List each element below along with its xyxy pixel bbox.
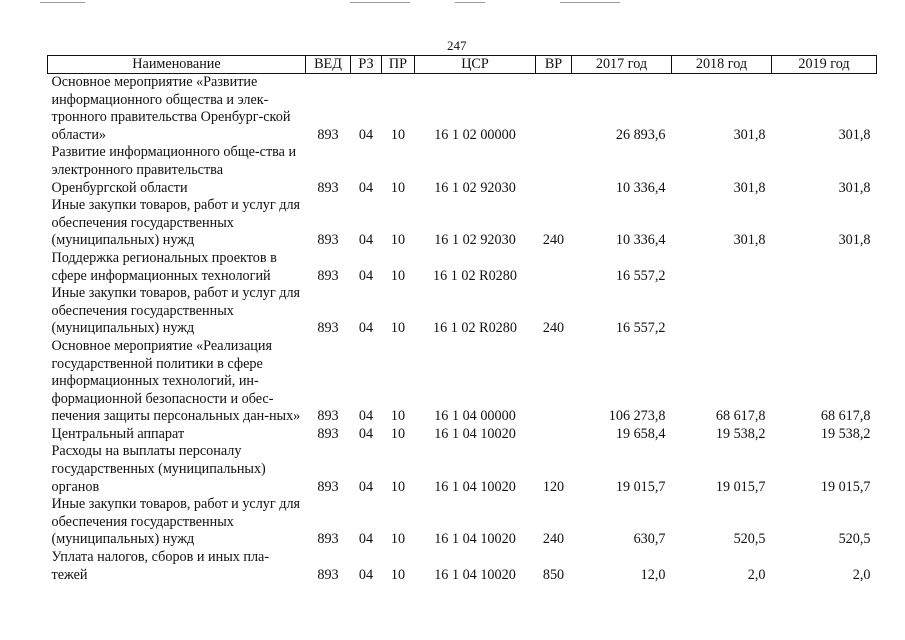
row-2019: 19 538,2 [820, 425, 871, 442]
row-2017: 12,0 [640, 566, 666, 583]
row-2019: 301,8 [838, 179, 871, 196]
row-vr [536, 250, 572, 285]
row-csr: 16 1 02 92030 [434, 179, 516, 196]
table-row [48, 285, 877, 338]
row-2019 [772, 285, 877, 338]
row-pr: 10 [390, 531, 406, 548]
row-2019: 301,8 [838, 232, 871, 249]
row-name: Уплата налогов, сборов и иных пла-тежей [51, 549, 270, 583]
row-vr [536, 144, 572, 197]
header-rz: РЗ [351, 56, 382, 74]
header-ved: ВЕД [306, 56, 351, 74]
row-csr: 16 1 02 R0280 [433, 267, 517, 284]
row-ved: 893 [317, 232, 339, 249]
row-rz: 04 [358, 566, 374, 583]
table-header-row [48, 56, 877, 74]
row-2019: 520,5 [838, 531, 871, 548]
row-name: Основное мероприятие «Реализация государственной политики в сфере информационных технологий, ин-формационной безопасности и обес-печения защиты персональных дан-ных» [51, 337, 301, 425]
row-2017: 16 557,2 [615, 267, 666, 284]
scan-artifact-line [455, 2, 485, 3]
row-pr: 10 [390, 478, 406, 495]
table-row [48, 74, 877, 145]
row-pr: 10 [390, 179, 406, 196]
row-name: Иные закупки товаров, работ и услуг для обеспечения государственных (муниципальных) нужд [51, 496, 301, 548]
row-2018: 19 538,2 [715, 425, 766, 442]
row-rz: 04 [358, 425, 374, 442]
table-row [48, 338, 877, 426]
row-rz: 04 [358, 179, 374, 196]
row-2018 [672, 250, 772, 285]
page-number: 247 [447, 38, 467, 53]
header-2018: 2018 год [672, 56, 772, 74]
row-csr: 16 1 02 92030 [434, 232, 516, 249]
budget-table [47, 55, 877, 584]
table-row [48, 426, 877, 444]
row-2019 [772, 250, 877, 285]
table-row [48, 144, 877, 197]
row-vr: 240 [542, 320, 565, 337]
row-rz: 04 [358, 126, 374, 143]
header-pr: ПР [382, 56, 415, 74]
table-row [48, 197, 877, 250]
row-2018 [672, 285, 772, 338]
row-name: Развитие информационного обще-ства и электронного правительства Оренбургской области [51, 144, 297, 196]
row-2017: 630,7 [633, 531, 666, 548]
row-csr: 16 1 02 R0280 [433, 320, 517, 337]
row-pr: 10 [390, 425, 406, 442]
row-ved: 893 [317, 478, 339, 495]
row-name: Расходы на выплаты персоналу государственных (муниципальных) органов [51, 443, 266, 495]
table-row [48, 250, 877, 285]
header-2019: 2019 год [772, 56, 877, 74]
row-vr [536, 338, 572, 426]
row-pr: 10 [390, 126, 406, 143]
table-row [48, 496, 877, 549]
row-rz: 04 [358, 531, 374, 548]
row-rz: 04 [358, 478, 374, 495]
scan-artifact-line [350, 2, 410, 3]
header-csr: ЦСР [415, 56, 536, 74]
row-2018: 301,8 [733, 179, 766, 196]
row-2017: 106 273,8 [608, 408, 666, 425]
row-ved: 893 [317, 566, 339, 583]
row-ved: 893 [317, 179, 339, 196]
row-2017: 10 336,4 [615, 179, 666, 196]
row-2017: 16 557,2 [615, 320, 666, 337]
row-2019: 301,8 [838, 126, 871, 143]
row-rz: 04 [358, 408, 374, 425]
row-ved: 893 [317, 408, 339, 425]
header-2017: 2017 год [572, 56, 672, 74]
row-2018: 301,8 [733, 126, 766, 143]
row-2019: 68 617,8 [820, 408, 871, 425]
row-ved: 893 [317, 126, 339, 143]
row-csr: 16 1 04 00000 [434, 408, 516, 425]
row-ved: 893 [317, 320, 339, 337]
row-2018: 301,8 [733, 232, 766, 249]
table-row [48, 549, 877, 584]
row-vr: 850 [542, 566, 565, 583]
row-ved: 893 [317, 425, 339, 442]
row-rz: 04 [358, 320, 374, 337]
row-rz: 04 [358, 267, 374, 284]
row-csr: 16 1 04 10020 [434, 478, 516, 495]
row-pr: 10 [390, 566, 406, 583]
row-vr [536, 74, 572, 145]
row-vr [536, 426, 572, 444]
row-rz: 04 [358, 232, 374, 249]
scan-artifact-line [560, 2, 620, 3]
row-csr: 16 1 02 00000 [434, 126, 516, 143]
row-vr: 240 [542, 531, 565, 548]
row-pr: 10 [390, 320, 406, 337]
row-2017: 26 893,6 [615, 126, 666, 143]
row-vr: 240 [542, 232, 565, 249]
row-2018: 19 015,7 [715, 478, 766, 495]
scan-artifact-line [40, 2, 85, 3]
row-ved: 893 [317, 267, 339, 284]
row-2017: 10 336,4 [615, 232, 666, 249]
row-name: Поддержка региональных проектов в сфере информационных технологий [51, 249, 277, 284]
header-name: Наименование [48, 56, 306, 74]
row-csr: 16 1 04 10020 [434, 425, 516, 442]
row-2019: 19 015,7 [820, 478, 871, 495]
row-name: Основное мероприятие «Развитие информационного общества и элек-тронного правительства Оренбург-ской области» [51, 74, 291, 143]
row-csr: 16 1 04 10020 [434, 531, 516, 548]
row-pr: 10 [390, 267, 406, 284]
row-name: Иные закупки товаров, работ и услуг для обеспечения государственных (муниципальных) нужд [51, 285, 301, 337]
row-2017: 19 658,4 [615, 425, 666, 442]
row-pr: 10 [390, 232, 406, 249]
row-name: Центральный аппарат [51, 425, 185, 442]
row-name: Иные закупки товаров, работ и услуг для обеспечения государственных (муниципальных) нужд [51, 197, 301, 249]
row-2018: 68 617,8 [715, 408, 766, 425]
table-row [48, 443, 877, 496]
row-2018: 520,5 [733, 531, 766, 548]
row-ved: 893 [317, 531, 339, 548]
header-vr: ВР [536, 56, 572, 74]
row-csr: 16 1 04 10020 [434, 566, 516, 583]
row-2017: 19 015,7 [615, 478, 666, 495]
row-2019: 2,0 [852, 566, 871, 583]
row-2018: 2,0 [747, 566, 766, 583]
row-vr: 120 [542, 478, 565, 495]
row-pr: 10 [390, 408, 406, 425]
